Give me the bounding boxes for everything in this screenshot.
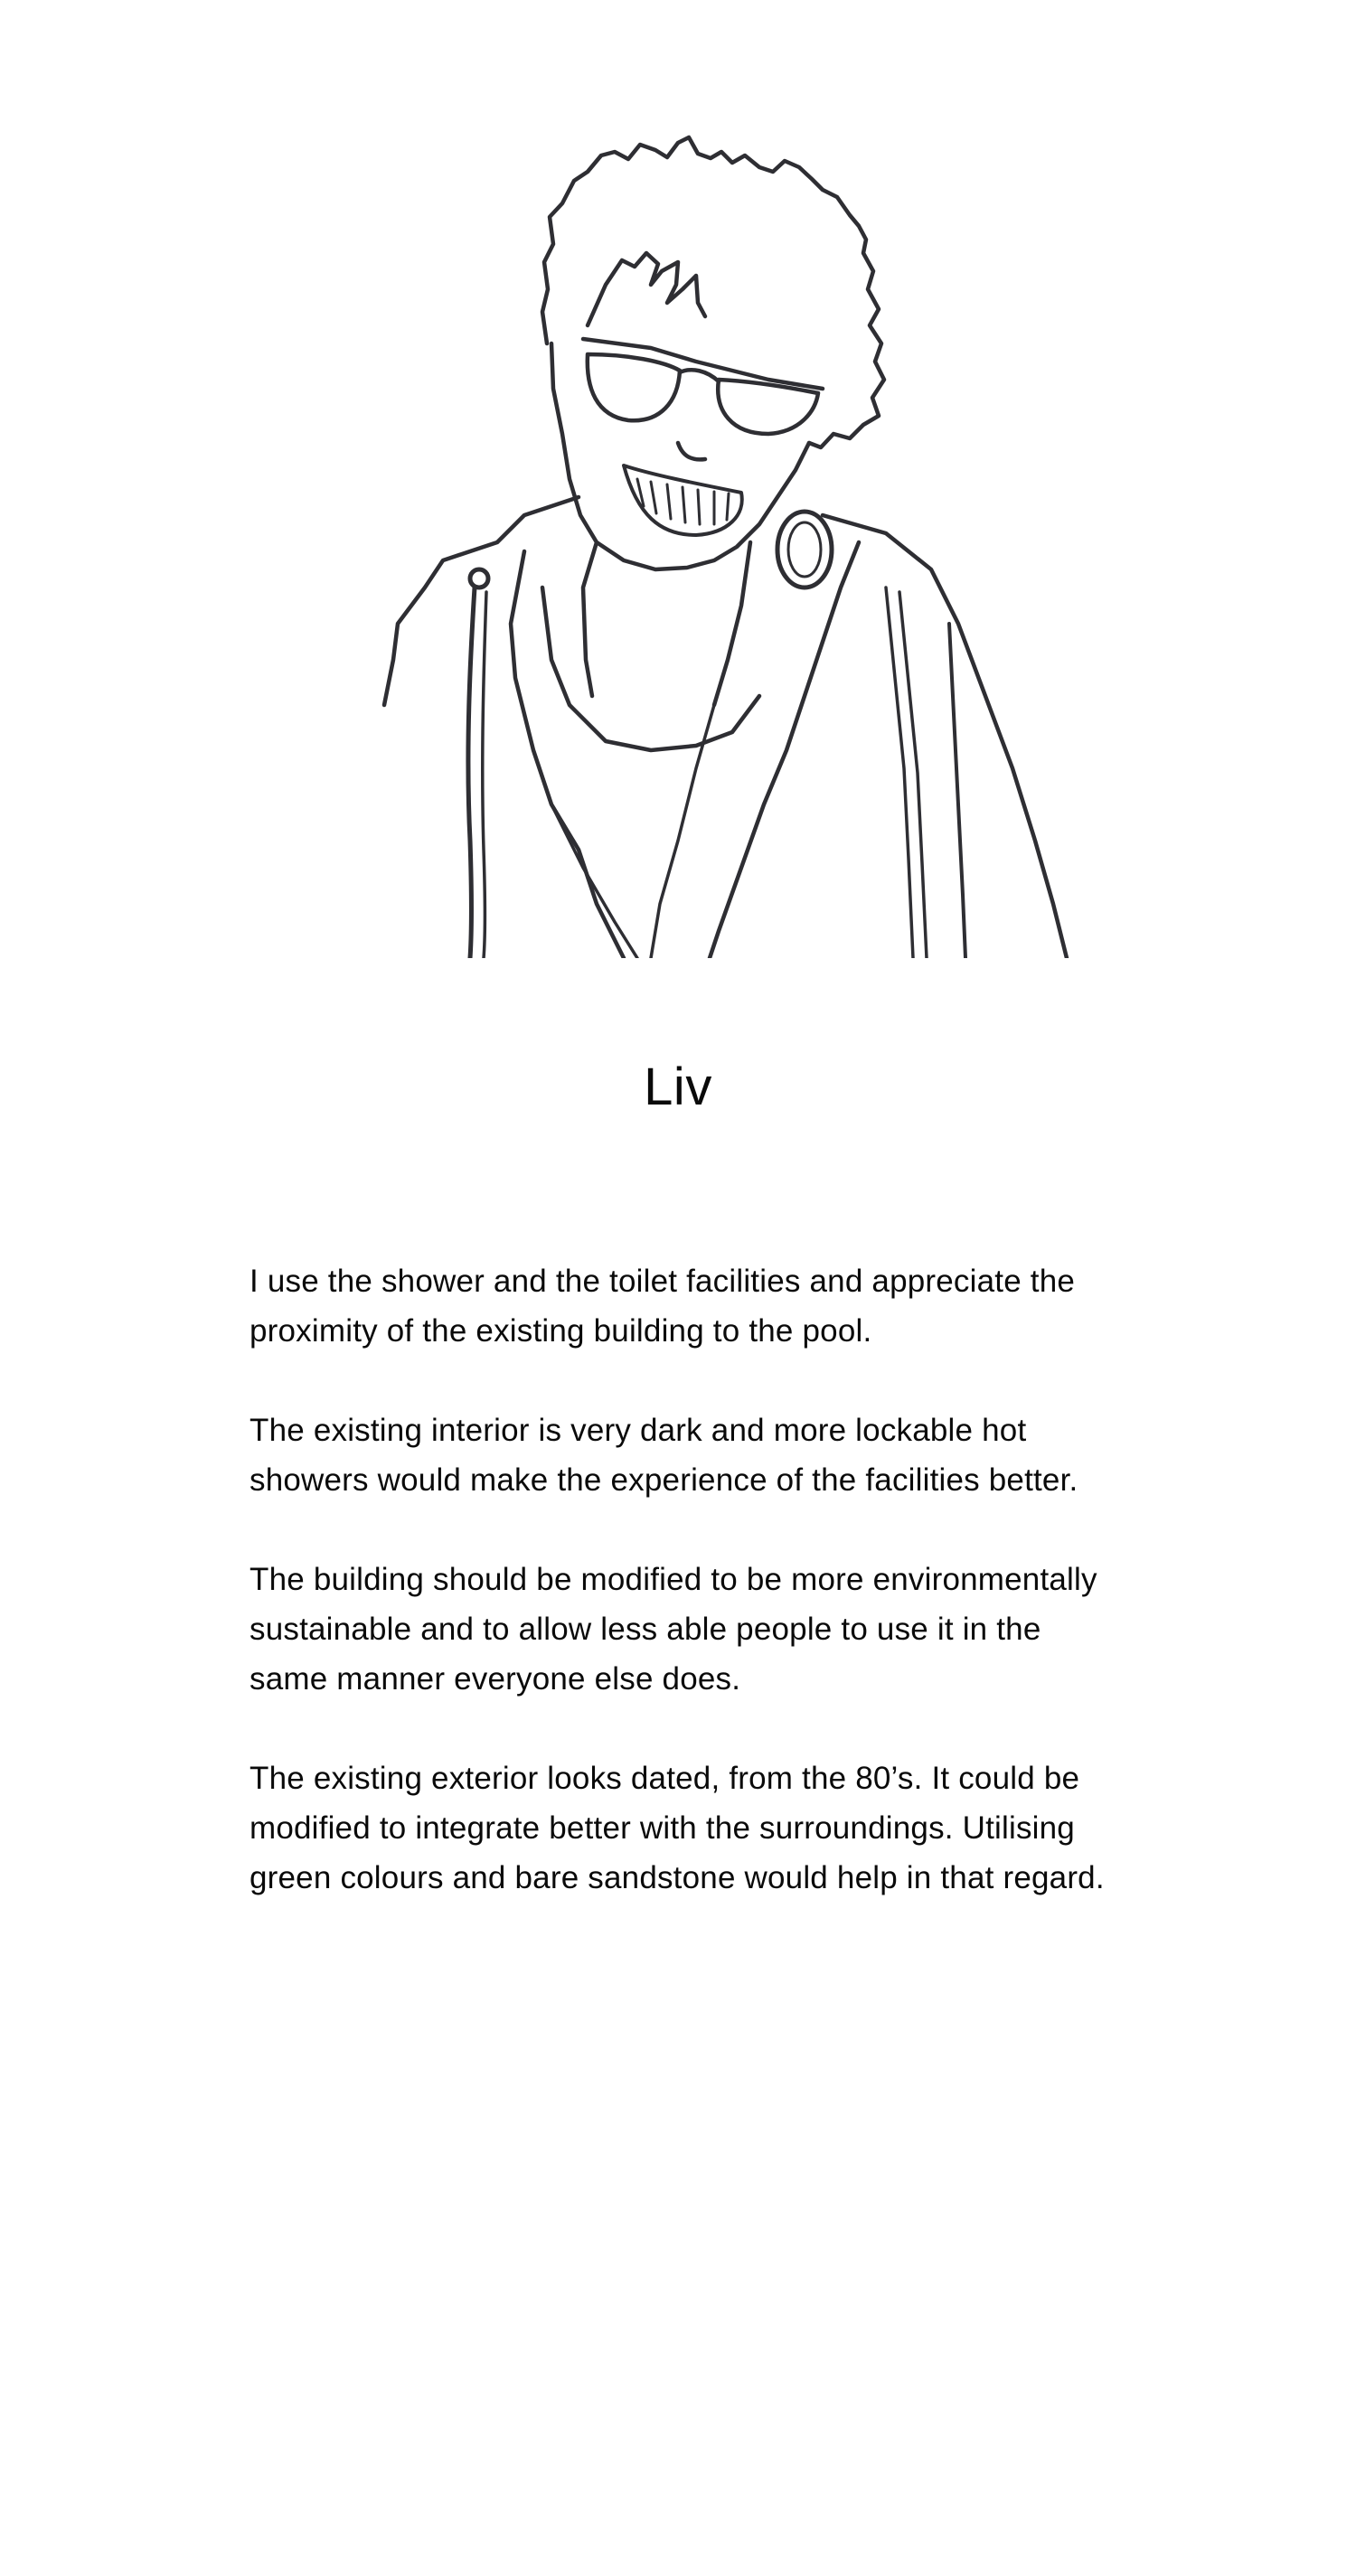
statement-paragraph: I use the shower and the toilet facilities and appreciate the proximity of the existing building to the pool. (250, 1264, 1076, 1349)
hoodie-right-inner (710, 542, 859, 958)
hoodie-drawstring-left (468, 588, 475, 958)
sunglasses-left-lens (588, 354, 680, 420)
drawstring-knot (470, 569, 488, 588)
nose (678, 443, 705, 459)
hoodie-left (384, 497, 579, 705)
statement-paragraph: The existing interior is very dark and more lockable hot showers would make the experience of the facilities better. (250, 1413, 1078, 1498)
portrait-illustration (226, 118, 1103, 958)
hoodie-right (823, 515, 1067, 958)
drawstring-right (949, 624, 965, 958)
neck-left (583, 542, 597, 696)
hair-bangs (588, 253, 705, 325)
statement-paragraph: The existing exterior looks dated, from the 80’s. It could be modified to integrate better with the surroundings. Utilising green colours and bare sandstone would help in that regard. (250, 1761, 1105, 1895)
sunglasses-right-lens (718, 380, 818, 434)
statement-body (250, 1256, 1117, 1952)
person-name: Liv (644, 1058, 712, 1116)
neck-right (714, 542, 750, 705)
hoodie-zip (886, 588, 927, 958)
sunglasses-frame (583, 339, 823, 389)
sunglasses-bridge (680, 370, 719, 381)
hoodie-left-inner (511, 551, 624, 958)
hair-outline (542, 137, 884, 447)
portrait-drawing (226, 118, 1103, 958)
statement-paragraph: The building should be modified to be more environmentally sustainable and to allow less able people to use it in the same manner everyone else does. (250, 1562, 1097, 1697)
